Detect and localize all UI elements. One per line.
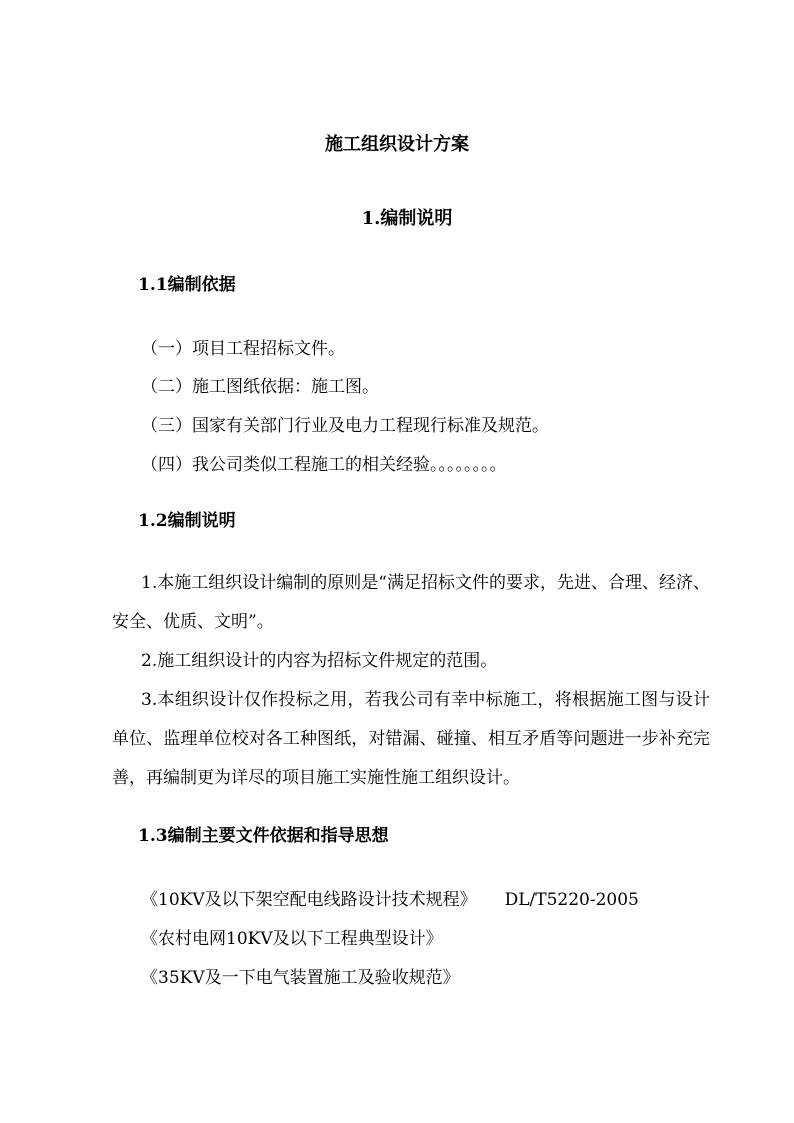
- reference-item: [141, 965, 460, 991]
- basis-item: （三）国家有关部门行业及电力工程现行标准及规范。: [141, 416, 549, 436]
- document-title: 施工组织设计方案: [325, 134, 469, 155]
- reference-item: [141, 926, 443, 952]
- explanation-paragraph: 3.本组织设计仅作投标之用，若我公司有幸中标施工，将根据施工图与设计单位、监理单位校对各工种图纸，对错漏、碰撞、相互矛盾等问题进一步补充完善，再编制更为详尽的项目施工实施性施工组织设计。: [112, 690, 710, 788]
- explanation-paragraph: 1.本施工组织设计编制的原则是“满足招标文件的要求，先进、合理、经济、安全、优质、文明”。: [112, 573, 710, 632]
- reference-title: 《农村电网10KV及以下工程典型设计》: [141, 929, 443, 949]
- reference-item: [141, 887, 639, 913]
- reference-title: 《10KV及以下架空配电线路设计技术规程》: [141, 890, 477, 910]
- explanation-paragraph: 2.施工组织设计的内容为招标文件规定的范围。: [141, 651, 498, 671]
- basis-item: （二）施工图纸依据：施工图。: [141, 377, 379, 397]
- basis-item: （一）项目工程招标文件。: [141, 339, 345, 359]
- section-heading-1-1: 1.1编制依据: [138, 275, 236, 295]
- section-heading-1-3: 1.3编制主要文件依据和指导思想: [138, 826, 389, 846]
- reference-code: DL/T5220-2005: [504, 890, 639, 910]
- basis-item: （四）我公司类似工程施工的相关经验。。。。。。。。: [141, 455, 507, 475]
- reference-title: 《35KV及一下电气装置施工及验收规范》: [141, 968, 460, 988]
- chapter-heading: 1.编制说明: [361, 208, 453, 229]
- section-heading-1-2: 1.2编制说明: [138, 511, 236, 531]
